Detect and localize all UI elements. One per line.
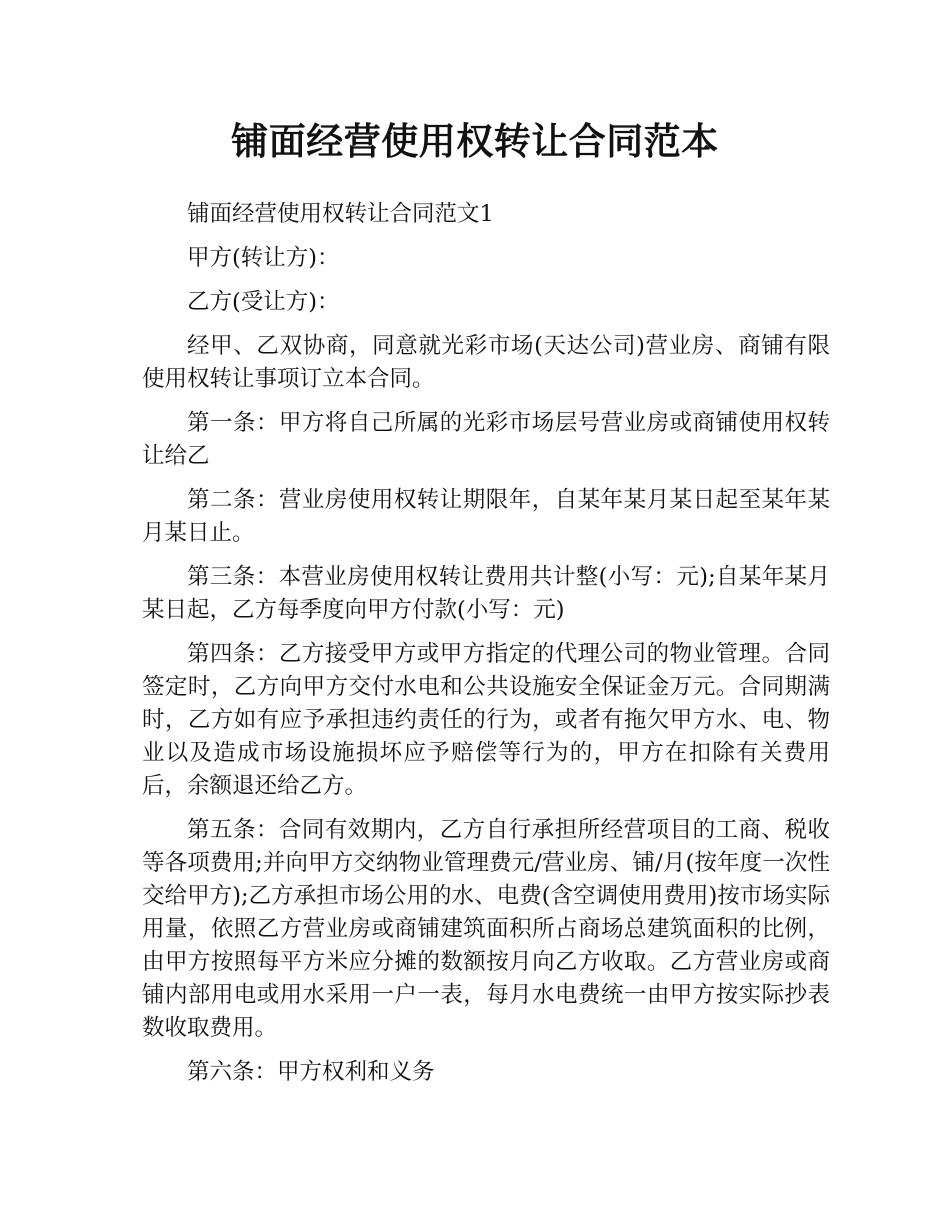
paragraph-article-5: 第五条：合同有效期内，乙方自行承担所经营项目的工商、税收等各项费用;并向甲方交纳物业管理费元/营业房、铺/月(按年度一次性交给甲方);乙方承担市场公用的水、电费(含空调使用费用)按市场实际用量，依照乙方营业房或商铺建筑面积所占商场总建筑面积的比例，由甲方按照每平方米应分摊的数额按月向乙方收取。乙方营业房或商铺内部用电或用水采用一户一表，每月水电费统一由甲方按实际抄表数收取费用。 — [142, 817, 830, 1041]
paragraph-party-a: 甲方(转让方)： — [187, 245, 340, 271]
paragraph-heading: 铺面经营使用权转让合同范文1 — [187, 201, 494, 227]
paragraph-article-6: 第六条：甲方权利和义务 — [187, 1059, 435, 1085]
paragraph-article-3: 第三条：本营业房使用权转让费用共计整(小写：元);自某年某月某日起，乙方每季度向甲方付款(小写：元) — [142, 564, 830, 623]
paragraph-preamble: 经甲、乙双协商，同意就光彩市场(天达公司)营业房、商铺有限使用权转让事项订立本合同。 — [142, 333, 830, 392]
document-body — [142, 198, 830, 1100]
paragraph-article-4: 第四条：乙方接受甲方或甲方指定的代理公司的物业管理。合同签定时，乙方向甲方交付水电和公共设施安全保证金万元。合同期满时，乙方如有应予承担违约责任的行为，或者有拖欠甲方水、电、物业以及造成市场设施损坏应予赔偿等行为的，甲方在扣除有关费用后，余额退还给乙方。 — [142, 641, 830, 799]
document-title: 铺面经营使用权转让合同范本 — [231, 120, 719, 163]
paragraph-party-b: 乙方(受让方)： — [187, 289, 340, 315]
paragraph-article-2: 第二条：营业房使用权转让期限年，自某年某月某日起至某年某月某日止。 — [142, 487, 830, 546]
paragraph-article-1: 第一条：甲方将自己所属的光彩市场层号营业房或商铺使用权转让给乙 — [142, 410, 830, 469]
